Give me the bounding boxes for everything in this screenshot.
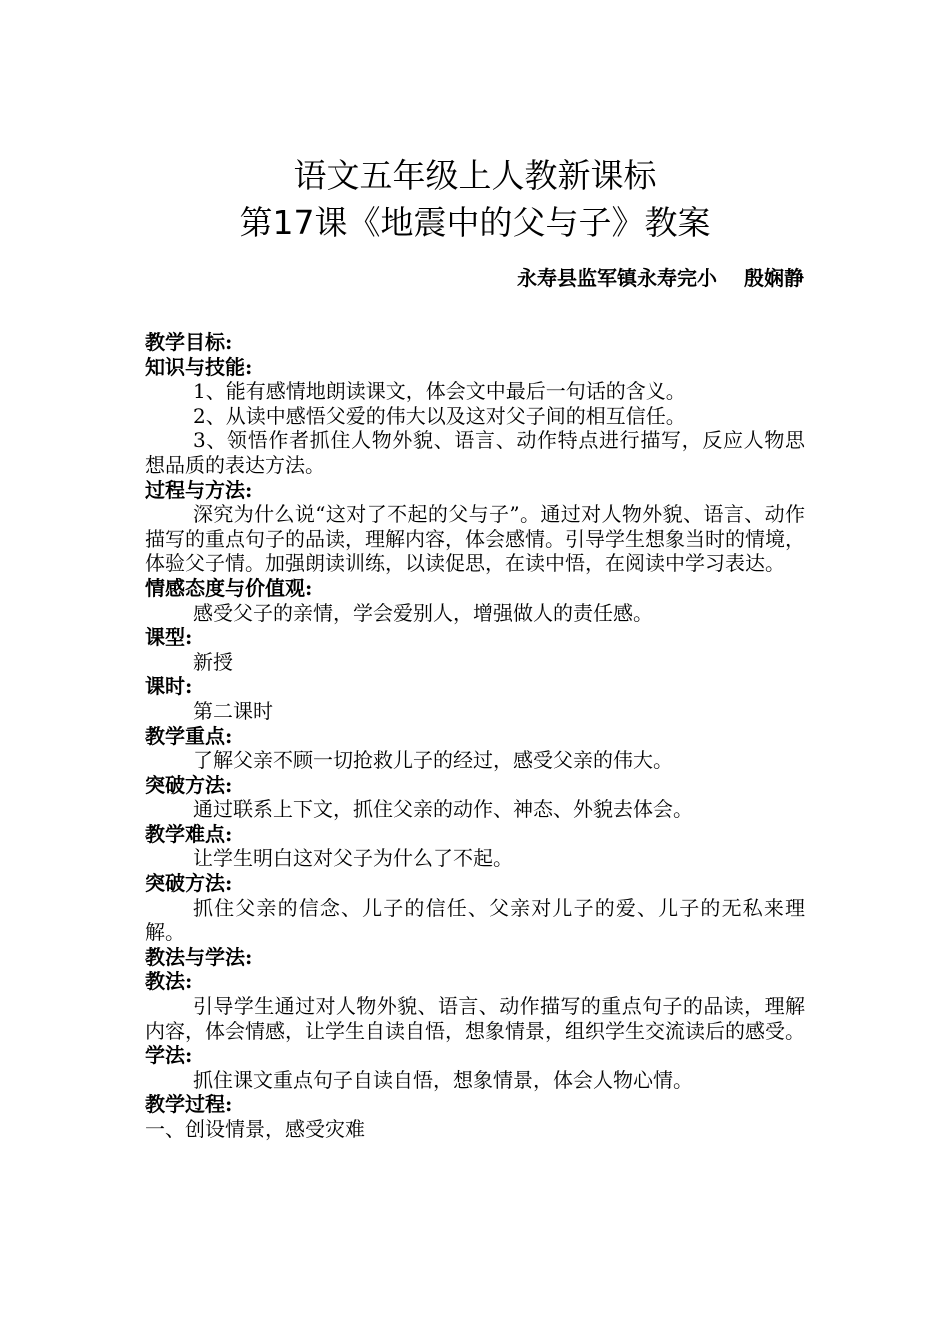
section-heading: 知识与技能: xyxy=(145,354,253,379)
section-heading: 过程与方法: xyxy=(145,477,253,502)
body-paragraph: 新授 xyxy=(193,649,233,674)
body-paragraph: 让学生明白这对父子为什么了不起。 xyxy=(193,846,513,871)
body-paragraph: 引导学生通过对人物外貌、语言、动作描写的重点句子的品读，理解内容，体会情感，让学生自读自悟，想象情景，组织学生交流读后的感受。 xyxy=(145,994,805,1043)
document-title-line-1: 语文五年级上人教新课标 xyxy=(293,156,657,195)
section-heading: 教法: xyxy=(145,969,193,994)
section-heading: 教学难点: xyxy=(145,821,233,846)
body-paragraph: 2、从读中感悟父爱的伟大以及这对父子间的相互信任。 xyxy=(193,403,686,428)
body-paragraph: 深究为什么说“这对了不起的父与子”。通过对人物外貌、语言、动作描写的重点句子的品读，理解内容，体会感情。引导学生想象当时的情境，体验父子情。加强朗读训练，以读促思，在读中悟，在阅读中学习表达。 xyxy=(145,502,805,576)
body-paragraph: 3、领悟作者抓住人物外貌、语言、动作特点进行描写，反应人物思想品质的表达方法。 xyxy=(145,428,805,477)
body-paragraph: 抓住父亲的信念、儿子的信任、父亲对儿子的爱、儿子的无私来理解。 xyxy=(145,895,805,945)
body-paragraph: 感受父子的亲情，学会爱别人，增强做人的责任感。 xyxy=(193,600,653,625)
body-paragraph: 抓住课文重点句子自读自悟，想象情景，体会人物心情。 xyxy=(193,1067,693,1092)
section-heading: 课型: xyxy=(145,625,193,650)
step-heading: 一、创设情景，感受灾难 xyxy=(145,1117,365,1141)
section-heading: 学法: xyxy=(145,1043,193,1068)
section-heading: 突破方法: xyxy=(145,772,233,797)
body-paragraph: 1、能有感情地朗读课文，体会文中最后一句话的含义。 xyxy=(193,379,686,404)
section-heading: 课时: xyxy=(145,674,193,699)
section-heading: 教学目标: xyxy=(145,330,233,354)
body-paragraph: 第二课时 xyxy=(193,698,273,723)
section-heading: 教法与学法: xyxy=(145,944,253,969)
author-line: 永寿县监军镇永寿完小 殷娴静 xyxy=(517,266,804,290)
body-paragraph: 通过联系上下文，抓住父亲的动作、神态、外貌去体会。 xyxy=(193,797,693,822)
lesson-plan-body xyxy=(145,330,805,1142)
document-title-line-2: 第17课《地震中的父与子》教案 xyxy=(239,203,711,242)
section-heading: 情感态度与价值观: xyxy=(145,575,313,600)
body-paragraph: 了解父亲不顾一切抢救儿子的经过，感受父亲的伟大。 xyxy=(193,748,673,773)
section-heading: 教学重点: xyxy=(145,723,233,748)
section-heading: 突破方法: xyxy=(145,871,233,896)
section-heading: 教学过程: xyxy=(145,1092,233,1117)
